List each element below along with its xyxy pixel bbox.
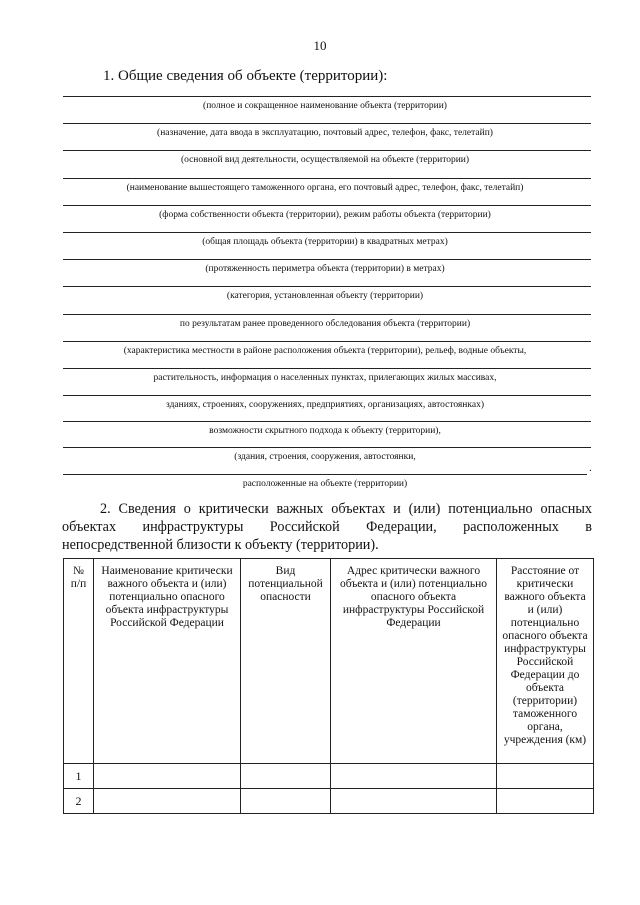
- fill-in-line[interactable]: [63, 178, 591, 179]
- field-caption: (основной вид деятельности, осуществляемой на объекте (территории): [180, 155, 470, 165]
- object-name-cell[interactable]: [94, 764, 241, 789]
- field-caption: (назначение, дата ввода в эксплуатацию, почтовый адрес, телефон, факс, телетайп): [157, 128, 493, 138]
- fill-in-line[interactable]: [63, 232, 591, 233]
- field-caption: (наименование вышестоящего таможенного органа, его почтовый адрес, телефон, факс, телетайп): [126, 183, 524, 193]
- object-address-cell[interactable]: [331, 764, 497, 789]
- table-row: [64, 764, 594, 789]
- field-caption: возможности скрытного подхода к объекту (территории),: [209, 426, 441, 436]
- table-header-row: [64, 559, 594, 764]
- hazard-type-cell[interactable]: [241, 764, 331, 789]
- field-caption: растительность, информация о населенных пунктах, прилегающих жилых массивах,: [153, 373, 497, 383]
- field-caption: (характеристика местности в районе расположения объекта (территории), рельеф, водные объекты,: [123, 346, 527, 356]
- fill-in-line[interactable]: [63, 286, 591, 287]
- page-number: 10: [313, 38, 327, 53]
- infrastructure-table: [63, 558, 594, 814]
- field-caption: зданиях, строениях, сооружениях, предприятиях, организациях, автостоянках): [166, 400, 484, 410]
- fill-in-line[interactable]: [63, 447, 591, 448]
- fill-in-line[interactable]: [63, 341, 591, 342]
- fill-in-line[interactable]: [63, 96, 591, 97]
- field-caption: (полное и сокращенное наименование объекта (территории): [203, 101, 447, 111]
- row-number: 1: [64, 764, 94, 789]
- field-caption: (общая площадь объекта (территории) в квадратных метрах): [202, 237, 448, 247]
- header-object-name: Наименование критически важного объекта и (или) потенциально опасного объекта инфраструктуры Российской Федерации: [94, 559, 241, 764]
- field-caption: по результатам ранее проведенного обследования объекта (территории): [179, 319, 471, 329]
- object-address-cell[interactable]: [331, 789, 497, 814]
- section2-text: 2. Сведения о критически важных объектах и (или) потенциально опасных объектах инфраструктуры Российской Федерации, расположенных в непосредственной близости к объекту (территории).: [62, 501, 592, 553]
- fill-in-line[interactable]: [63, 368, 591, 369]
- table-row: [64, 789, 594, 814]
- object-name-cell[interactable]: [94, 789, 241, 814]
- section1-heading: 1. Общие сведения об объекте (территории):: [103, 68, 388, 84]
- fill-in-line[interactable]: [63, 474, 587, 475]
- hazard-type-cell[interactable]: [241, 789, 331, 814]
- field-caption: (форма собственности объекта (территории), режим работы объекта (территории): [159, 210, 491, 220]
- field-caption: (протяженность периметра объекта (территории) в метрах): [205, 264, 445, 274]
- field-caption: (категория, установленная объекту (территории): [226, 291, 424, 301]
- section2-paragraph: [62, 500, 592, 554]
- trailing-mark: .: [589, 462, 592, 474]
- fill-in-line[interactable]: [63, 314, 591, 315]
- fill-in-line[interactable]: [63, 123, 591, 124]
- fill-in-line[interactable]: [63, 205, 591, 206]
- fill-in-line[interactable]: [63, 421, 591, 422]
- fill-in-line[interactable]: [63, 395, 591, 396]
- distance-cell[interactable]: [497, 764, 594, 789]
- field-caption: расположенные на объекте (территории): [242, 479, 408, 489]
- header-object-address: Адрес критически важного объекта и (или) потенциально опасного объекта инфраструктуры Российской Федерации: [331, 559, 497, 764]
- header-number: № п/п: [64, 559, 94, 764]
- header-distance: Расстояние от критически важного объекта и (или) потенциально опасного объекта инфраструктуры Российской Федерации до объекта (территории) таможенного органа, учреждения (км): [497, 559, 594, 764]
- fill-in-line[interactable]: [63, 150, 591, 151]
- fill-in-line[interactable]: [63, 259, 591, 260]
- field-caption: (здания, строения, сооружения, автостоянки,: [234, 452, 416, 462]
- header-hazard-type: Вид потенциальной опасности: [241, 559, 331, 764]
- distance-cell[interactable]: [497, 789, 594, 814]
- row-number: 2: [64, 789, 94, 814]
